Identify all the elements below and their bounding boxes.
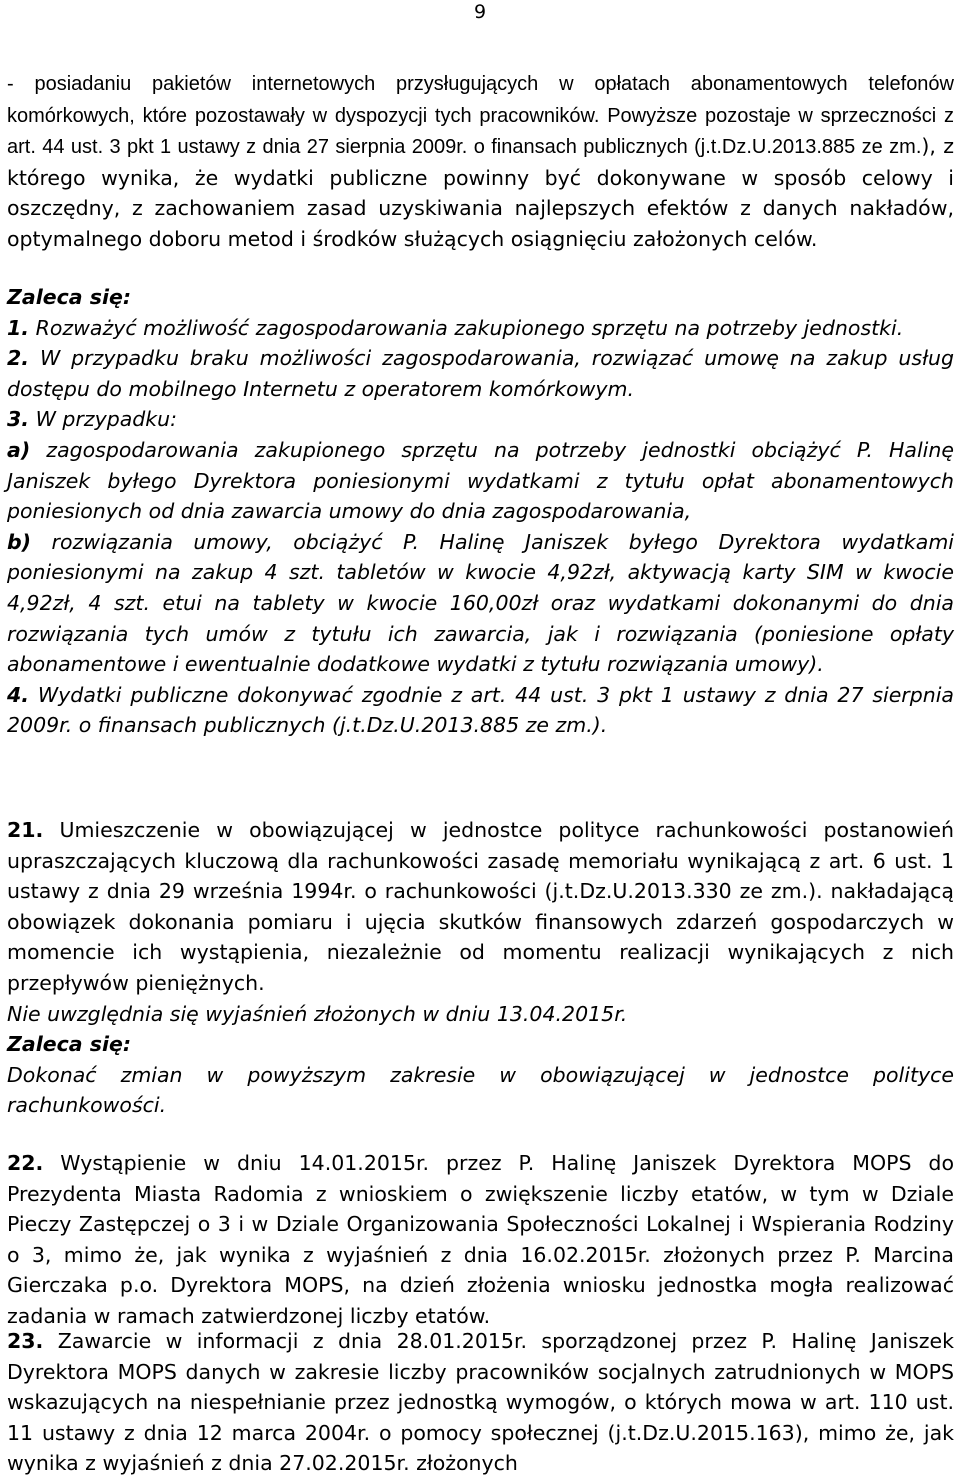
recommendation-item: 3. W przypadku: xyxy=(7,407,178,432)
recommendation-item: 2. W przypadku braku możliwości zagospodarowania, rozwiązać umowę na zakup usług dostępu do mobilnego Internetu z operatorem komórkowym. xyxy=(7,346,954,401)
finding-23-text: Zawarcie w informacji z dnia 28.01.2015r. sporządzonej przez P. Halinę Janiszek Dyrektora MOPS danych w zakresie liczby pracowników socjalnych zatrudnionych w MOPS wskazujących na niespełnianie przez jednostką wymogów, o których mowa w art. 110 ust. 11 ustawy z dnia 12 marca 2004r. o pomocy społecznej (j.t.Dz.U.2015.163), mimo że, jak wynika z wyjaśnień z dnia 27.02.2015r. złożonych xyxy=(7,1329,954,1476)
recommendations-section xyxy=(7,282,954,741)
intro-text-part1: - posiadaniu pakietów internetowych przysługujących w opłatach abonamentowych telefonów komórkowych, które pozostawały w dyspozycji tych pracowników. Powyższe pozostaje w sprzeczności z art. 44 ust. 3 pkt 1 ustawy z dnia 27 sierpnia 2009r. o finansach publicznych (j.t.Dz.U.2013.885 ze zm. xyxy=(7,73,954,159)
page-number: 9 xyxy=(473,1,487,23)
recommendation-subitem: b) rozwiązania umowy, obciążyć P. Halinę Janiszek byłego Dyrektora wydatkami poniesionymi na zakup 4 szt. tabletów w kwocie 4,92zł, aktywacją karty SIM w kwocie 4,92zł, 4 szt. etui na tablety w kwocie 160,00zł oraz wydatkami dokonanymi do dnia rozwiązania tych umów z tytułu ich zawarcia, jak i rozwiązania (poniesione opłaty abonamentowe i ewentualnie dodatkowe wydatki z tytułu rozwiązania umowy). xyxy=(7,529,954,677)
recommendation-item: 4. Wydatki publiczne dokonywać zgodnie z art. 44 ust. 3 pkt 1 ustawy z dnia 27 sierpnia 2009r. o finansach publicznych (j.t.Dz.U.2013.885 ze zm.). xyxy=(7,682,954,738)
finding-21 xyxy=(7,815,954,1121)
recommendation-subitem: a) zagospodarowania zakupionego sprzętu na potrzeby jednostki obciążyć P. Halinę Janiszek byłego Dyrektora poniesionymi wydatkami z tytułu opłat abonamentowych poniesionych od dnia zawarcia umowy do dnia zagospodarowania, xyxy=(7,437,954,524)
finding-21-recommendation: Dokonać zmian w powyższym zakresie w obowiązującej w jednostce polityce rachunkowości. xyxy=(7,1062,954,1118)
finding-21-text: 21. Umieszczenie w obowiązującej w jednostce polityce rachunkowości postanowień upraszczających kluczową dla rachunkowości zasadę memoriału wynikającą z art. 6 ust. 1 ustawy z dnia 29 września 1994r. o rachunkowości (j.t.Dz.U.2013.330 ze zm.). nakładającą obowiązek dokonania pomiaru i ujęcia skutków finansowych zdarzeń gospodarczych w momencie ich wystąpienia, niezależnie od momentu realizacji wynikających z nich przepływów pieniężnych. xyxy=(7,818,954,995)
recommendation-heading: Zaleca się: xyxy=(7,285,132,309)
finding-22: 22. Wystąpienie w dniu 14.01.2015r. przez P. Halinę Janiszek Dyrektora MOPS do Prezydenta Miasta Radomia z wnioskiem o zwiększenie liczby etatów, w tym w Dziale Pieczy Zastępczej o 3 i w Dziale Organizowania Społeczności Lokalnej i Wspierania Rodziny o 3, mimo że, jak wynika z wyjaśnień z dnia 16.02.2015r. złożonych przez P. Marcina Gierczaka p.o. Dyrektora MOPS, na dzień złożenia wniosku jednostka mogła realizować zadania w ramach zatwierdzonej liczby etatów. xyxy=(7,1151,954,1328)
recommendation-heading: Zaleca się: xyxy=(7,1032,132,1057)
finding-21-note: Nie uwzględnia się wyjaśnień złożonych w dniu 13.04.2015r. xyxy=(7,1001,628,1026)
recommendation-item: 1. Rozważyć możliwość zagospodarowania zakupionego sprzętu na potrzeby jednostki. xyxy=(7,315,904,340)
finding-22-text: Wystąpienie w dniu 14.01.2015r. przez P. Halinę Janiszek Dyrektora MOPS do Prezydenta Miasta Radomia z wnioskiem o zwiększenie liczby etatów, w tym w Dziale Pieczy Zastępczej o 3 i w Dziale Organizowania Społeczności Lokalnej i Wspierania Rodziny o 3, mimo że, jak wynika z wyjaśnień z dnia 16.02.2015r. złożonych przez P. Marcina Gierczaka p.o. Dyrektora MOPS, na dzień złożenia wniosku jednostka mogła realizować zadania w ramach zatwierdzonej liczby etatów. xyxy=(7,1151,954,1328)
intro-text-part2: ), z którego wynika, że wydatki publiczne powinny być dokonywane w sposób celowy i oszczędny, z zachowaniem zasad uzyskiwania najlepszych efektów z danych nakładów, optymalnego doboru metod i środków służących osiągnięciu założonych celów. xyxy=(7,134,954,251)
finding-23: 23. Zawarcie w informacji z dnia 28.01.2015r. sporządzonej przez P. Halinę Janiszek Dyrektora MOPS danych w zakresie liczby pracowników socjalnych zatrudnionych w MOPS wskazujących na niespełnianie przez jednostką wymogów, o których mowa w art. 110 ust. 11 ustawy z dnia 12 marca 2004r. o pomocy społecznej (j.t.Dz.U.2015.163), mimo że, jak wynika z wyjaśnień z dnia 27.02.2015r. złożonych xyxy=(7,1329,954,1476)
intro-paragraph xyxy=(7,68,954,255)
